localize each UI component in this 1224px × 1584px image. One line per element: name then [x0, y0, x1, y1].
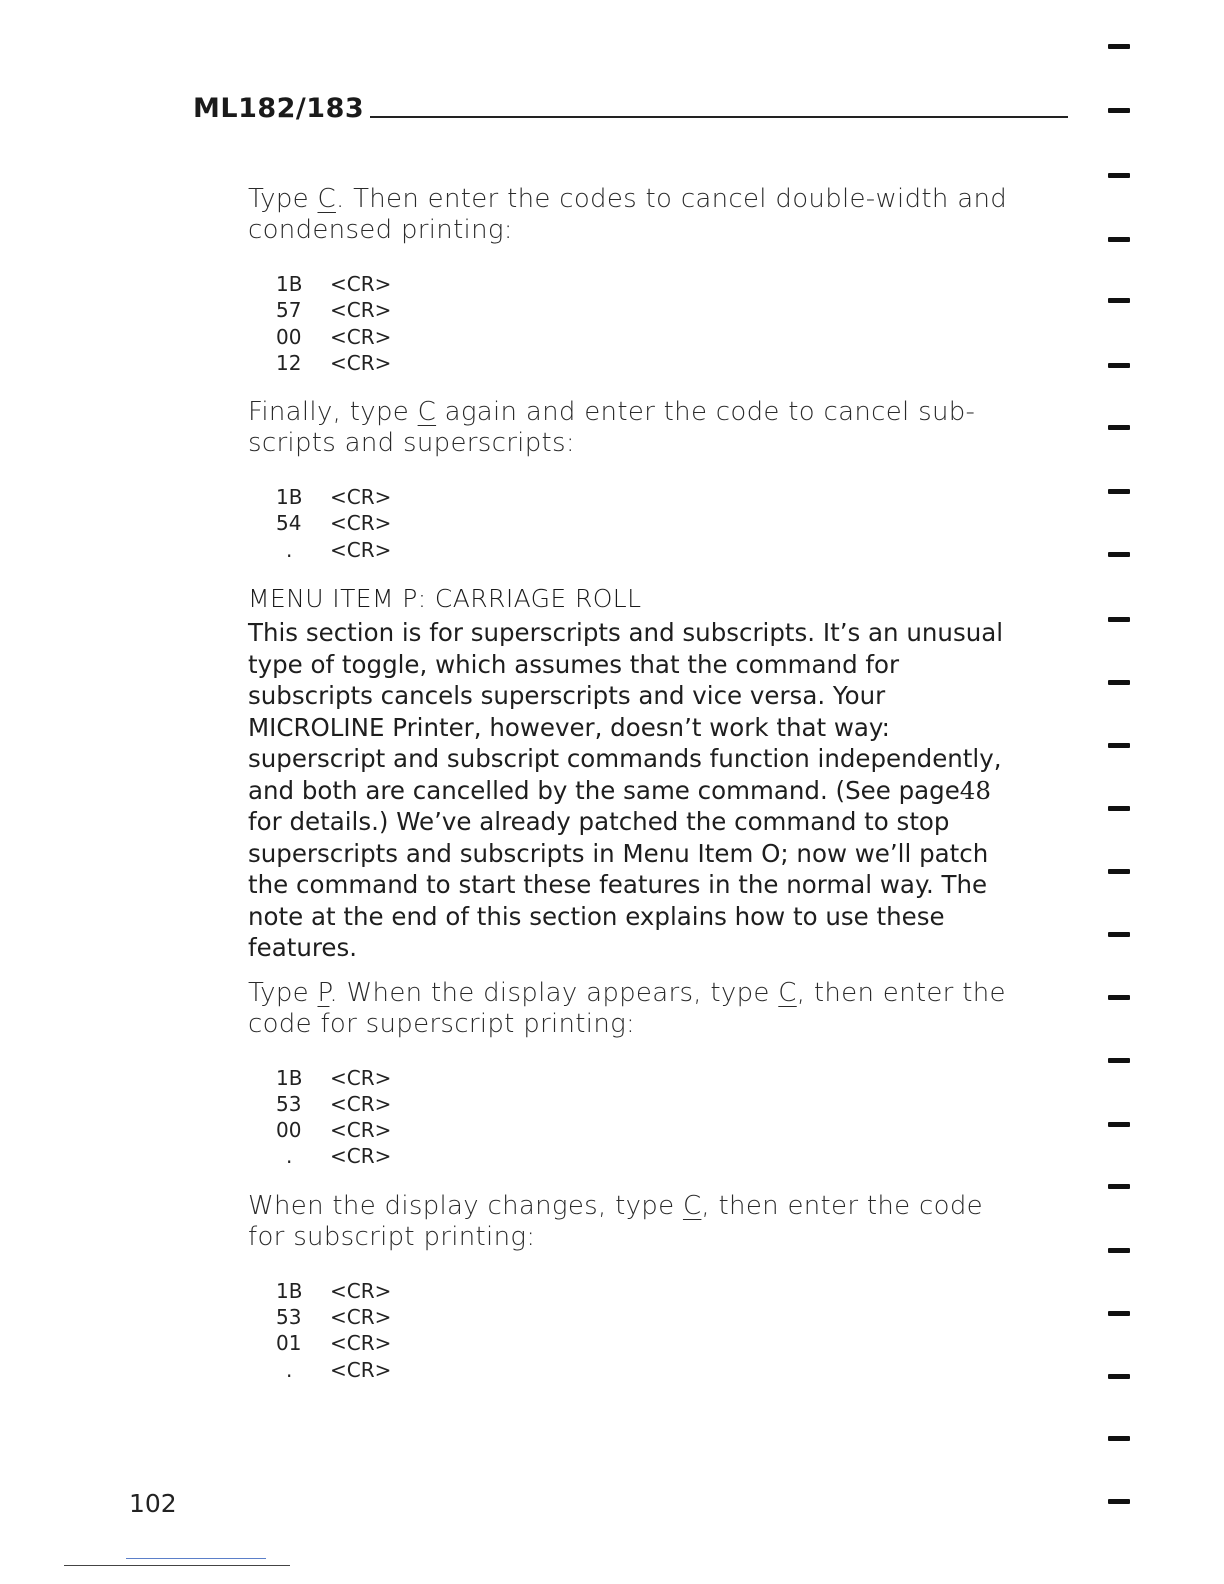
- code-list-2: [276, 484, 1008, 563]
- tractor-feed-marks: [1108, 0, 1148, 1584]
- bottom-rule: [64, 1565, 290, 1566]
- code-hex: 53: [276, 1305, 302, 1330]
- code-row: [276, 1065, 1008, 1091]
- code-hex: 01: [276, 1331, 302, 1356]
- page-number: 102: [129, 1489, 177, 1518]
- code-row: [276, 484, 1008, 510]
- text: When the display changes, type: [248, 1190, 683, 1221]
- feed-mark: [1108, 680, 1130, 685]
- code-cr: <CR>: [330, 272, 392, 296]
- code-row: [276, 1143, 1008, 1169]
- code-cr: <CR>: [330, 324, 392, 349]
- feed-mark: [1108, 425, 1130, 430]
- code-row: [276, 350, 1008, 376]
- code-cr: <CR>: [330, 1118, 392, 1143]
- feed-mark: [1108, 173, 1130, 178]
- intro-paragraph-3: [248, 978, 1008, 1040]
- code-row: [276, 1304, 1008, 1330]
- feed-mark: [1108, 995, 1130, 1000]
- code-row: [276, 1117, 1008, 1143]
- feed-mark: [1108, 1499, 1130, 1504]
- key-c: C: [317, 184, 336, 214]
- text: Type: [248, 977, 318, 1008]
- feed-mark: [1108, 552, 1130, 557]
- feed-mark: [1108, 363, 1130, 368]
- text: again and enter the code to cancel sub-scripts and superscripts:: [248, 397, 976, 459]
- code-list-3: [276, 1065, 1008, 1170]
- code-row: [276, 537, 1008, 563]
- key-p: P: [317, 977, 330, 1008]
- feed-mark: [1108, 1058, 1130, 1063]
- feed-mark: [1108, 1374, 1130, 1379]
- feed-mark: [1108, 1248, 1130, 1253]
- feed-mark: [1108, 237, 1130, 242]
- feed-mark: [1108, 1436, 1130, 1441]
- code-row: [276, 1330, 1008, 1356]
- text: . When the display appears, type: [329, 977, 779, 1008]
- code-cr: <CR>: [330, 1144, 392, 1169]
- code-hex: 53: [276, 1091, 302, 1116]
- key-c: C: [778, 977, 797, 1008]
- code-row: [276, 1278, 1008, 1304]
- feed-mark: [1108, 298, 1130, 303]
- feed-mark: [1108, 1184, 1130, 1189]
- code-cr: <CR>: [330, 485, 392, 510]
- feed-mark: [1108, 44, 1130, 49]
- section-body: [248, 617, 1008, 964]
- code-hex: 00: [276, 1118, 302, 1143]
- code-row: [276, 1357, 1008, 1383]
- header-rule: [370, 116, 1068, 118]
- code-cr: <CR>: [330, 1357, 392, 1382]
- page-content: [248, 184, 1008, 1404]
- code-cr: <CR>: [330, 1091, 392, 1116]
- code-hex: 1B: [276, 485, 303, 510]
- text: , then enter the code for subscript printing:: [248, 1190, 983, 1252]
- code-hex: 1B: [276, 272, 303, 296]
- code-row: [276, 271, 1008, 297]
- feed-mark: [1108, 806, 1130, 811]
- text: Type: [248, 184, 318, 214]
- code-hex: 1B: [276, 1065, 303, 1090]
- code-row: [276, 324, 1008, 350]
- code-cr: <CR>: [330, 1065, 392, 1090]
- code-cr: <CR>: [330, 1305, 392, 1330]
- code-hex: 57: [276, 298, 302, 323]
- code-hex: 1B: [276, 1278, 303, 1303]
- code-row: [276, 1091, 1008, 1117]
- feed-mark: [1108, 932, 1130, 937]
- page-header: [193, 86, 1068, 122]
- text: for details.) We’ve already patched the command to stop superscripts and subscripts in Menu Item O; now we’ll patch the command to start these features in the normal way. The note at the end of this section explains how to use these features.: [248, 807, 989, 963]
- code-list-4: [276, 1278, 1008, 1383]
- intro-paragraph-1: [248, 184, 1008, 246]
- key-c: C: [682, 1190, 702, 1221]
- code-hex: 12: [276, 350, 302, 375]
- feed-mark: [1108, 1122, 1130, 1127]
- code-hex: 54: [276, 511, 302, 536]
- page-reference: 48: [959, 775, 991, 805]
- code-row: [276, 510, 1008, 536]
- code-cr: <CR>: [330, 1278, 392, 1303]
- feed-mark: [1108, 1311, 1130, 1316]
- code-hex: .: [286, 1144, 293, 1169]
- intro-paragraph-2: [248, 397, 1008, 459]
- code-row: [276, 297, 1008, 323]
- code-cr: <CR>: [330, 1331, 392, 1356]
- code-list-1: [276, 271, 1008, 376]
- intro-paragraph-4: [248, 1191, 1008, 1253]
- feed-mark: [1108, 108, 1130, 113]
- bottom-rule-blue: [126, 1558, 266, 1559]
- feed-mark: [1108, 743, 1130, 748]
- code-cr: <CR>: [330, 511, 392, 536]
- code-hex: .: [286, 1357, 293, 1382]
- code-cr: <CR>: [330, 350, 392, 375]
- text: This section is for superscripts and subscripts. It’s an unusual type of toggle, which assumes that the command for subscripts cancels superscripts and vice versa. Your MICROLINE Printer, however, doesn’t work that way: superscript and subscript commands function independently, and both are cancelled by the same command. (See page: [248, 618, 1004, 805]
- code-hex: .: [286, 537, 293, 562]
- code-hex: 00: [276, 324, 302, 349]
- text: . Then enter the codes to cancel double-width and condensed printing:: [248, 184, 1008, 245]
- header-title: ML182/183: [193, 93, 365, 124]
- key-c: C: [417, 397, 437, 428]
- feed-mark: [1108, 869, 1130, 874]
- section-heading: MENU ITEM P: CARRIAGE ROLL: [248, 584, 642, 614]
- feed-mark: [1108, 617, 1130, 622]
- code-cr: <CR>: [330, 537, 392, 562]
- code-cr: <CR>: [330, 298, 392, 323]
- text: , then enter the code for superscript printing:: [248, 977, 1006, 1039]
- text: Finally, type: [248, 397, 418, 428]
- feed-mark: [1108, 489, 1130, 494]
